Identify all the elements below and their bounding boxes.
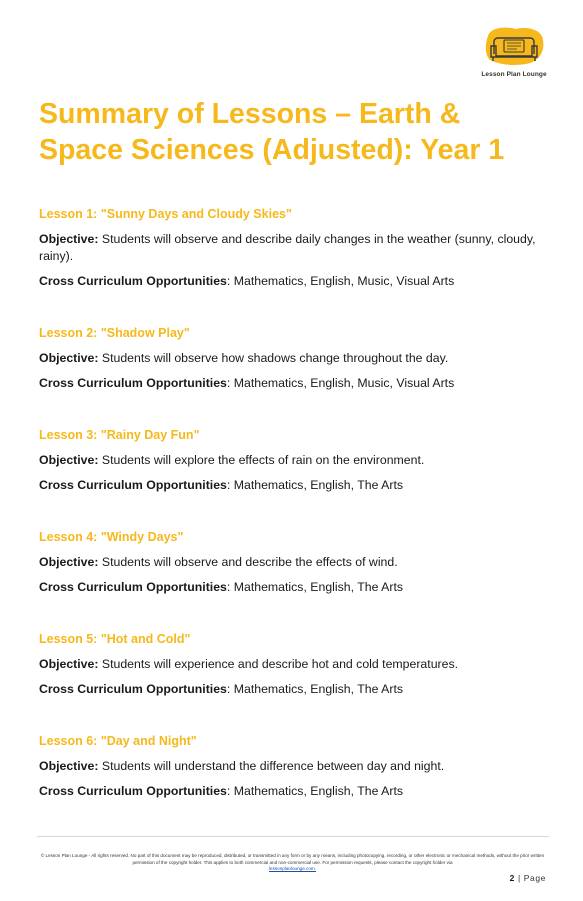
objective-text: Students will observe how shadows change throughout the day.: [101, 351, 449, 365]
objective-label: Objective:: [39, 555, 99, 569]
lesson-objective: [39, 758, 549, 775]
lesson-cross-curriculum: [39, 783, 549, 800]
lesson-objective: [39, 452, 549, 469]
objective-text: Students will experience and describe hot and cold temperatures.: [101, 657, 459, 671]
lesson-cross-curriculum: [39, 375, 549, 392]
lesson-objective: [39, 350, 549, 367]
ccs-colon: :: [226, 580, 231, 594]
ccs-text: Mathematics, English, Music, Visual Arts: [233, 376, 455, 390]
ccs-colon: :: [226, 376, 231, 390]
ccs-text: Mathematics, English, The Arts: [233, 478, 404, 492]
ccs-colon: :: [226, 274, 231, 288]
copyright-text: © Lesson Plan Lounge - All rights reserved. No part of this document may be reproduced, distributed, or transmitted in any form or by any means, including photocopying, recording, or other electronic or mechanical methods, without the prior written permission of the copyright holder. This applies to both commercial and non-commercial use. For permission requests, please contact the copyright holder via: [40, 853, 545, 865]
ccs-label: Cross Curriculum Opportunities: [39, 274, 227, 288]
lesson-cross-curriculum: [39, 681, 549, 698]
lesson-cross-curriculum: [39, 273, 549, 290]
lesson-heading: Lesson 4: "Windy Days": [39, 530, 184, 544]
lesson-6: [39, 733, 549, 800]
lesson-objective: [39, 554, 549, 571]
lesson-heading: Lesson 1: "Sunny Days and Cloudy Skies": [39, 207, 292, 221]
ccs-text: Mathematics, English, The Arts: [233, 784, 404, 798]
objective-label: Objective:: [39, 759, 99, 773]
objective-text: Students will observe and describe daily changes in the weather (sunny, cloudy, rainy).: [39, 232, 536, 263]
page-number-separator: |: [515, 873, 524, 883]
ccs-label: Cross Curriculum Opportunities: [39, 784, 227, 798]
objective-label: Objective:: [39, 657, 99, 671]
copyright-footer: [40, 853, 545, 873]
ccs-label: Cross Curriculum Opportunities: [39, 376, 227, 390]
objective-text: Students will observe and describe the effects of wind.: [101, 555, 398, 569]
page-number-label: Page: [523, 873, 546, 883]
lesson-heading: Lesson 2: "Shadow Play": [39, 326, 190, 340]
ccs-label: Cross Curriculum Opportunities: [39, 682, 227, 696]
footer-divider: [37, 836, 549, 837]
lesson-heading: Lesson 3: "Rainy Day Fun": [39, 428, 200, 442]
lesson-objective: [39, 656, 549, 673]
lesson-2: [39, 325, 549, 392]
objective-label: Objective:: [39, 453, 99, 467]
lesson-heading: Lesson 5: "Hot and Cold": [39, 632, 191, 646]
lesson-4: [39, 529, 549, 596]
ccs-text: Mathematics, English, The Arts: [233, 580, 404, 594]
ccs-colon: :: [226, 478, 231, 492]
ccs-colon: :: [226, 682, 231, 696]
page-number: [510, 873, 546, 883]
ccs-colon: :: [226, 784, 231, 798]
copyright-link[interactable]: lessonplanlounge.com.: [269, 866, 316, 871]
ccs-text: Mathematics, English, Music, Visual Arts: [233, 274, 455, 288]
lesson-3: [39, 427, 549, 494]
lesson-1: [39, 206, 549, 290]
objective-text: Students will explore the effects of rain on the environment.: [101, 453, 425, 467]
logo-text: Lesson Plan Lounge: [481, 71, 547, 78]
lesson-plan-lounge-logo-icon: [482, 26, 546, 66]
lesson-cross-curriculum: [39, 477, 549, 494]
page-number-value: 2: [509, 873, 515, 883]
lesson-objective: [39, 231, 549, 265]
objective-label: Objective:: [39, 351, 99, 365]
objective-text: Students will understand the difference between day and night.: [101, 759, 445, 773]
lesson-5: [39, 631, 549, 698]
lesson-heading: Lesson 6: "Day and Night": [39, 734, 197, 748]
objective-label: Objective:: [39, 232, 99, 246]
logo: [478, 24, 550, 88]
lesson-cross-curriculum: [39, 579, 549, 596]
ccs-text: Mathematics, English, The Arts: [233, 682, 404, 696]
ccs-label: Cross Curriculum Opportunities: [39, 580, 227, 594]
ccs-label: Cross Curriculum Opportunities: [39, 478, 227, 492]
page-title: Summary of Lessons – Earth & Space Sciences (Adjusted): Year 1: [39, 98, 505, 166]
